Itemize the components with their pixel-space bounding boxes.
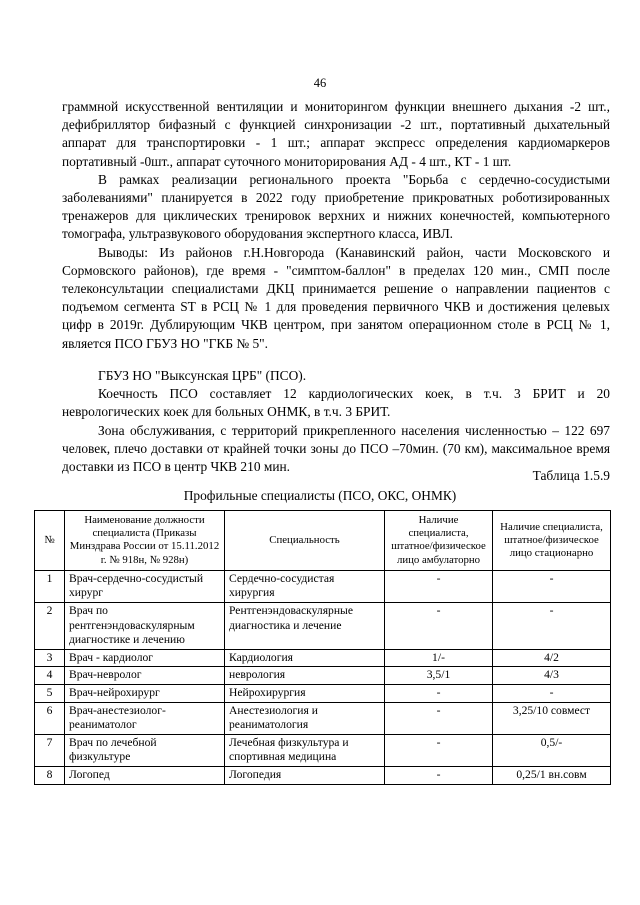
paragraph-equipment: граммной искусственной вентиляции и мониторингом функции внешнего дыхания -2 шт., дефибриллятор бифазный с функцией синхронизации -2 шт., портативный дыхательный аппарат для транспортировки - 1 шт.; аппарат экспресс определения кардиомаркеров портативный -0шт., аппарат суточного мониторирования АД - 4 шт., КТ - 1 шт. — [62, 99, 610, 169]
cell-specialty: Лечебная физкультура и спортивная медицина — [225, 734, 385, 766]
header-inpatient: Наличие специалиста, штатное/физическое лицо стационарно — [493, 511, 611, 571]
cell-specialty: Анестезиология и реаниматология — [225, 702, 385, 734]
cell-specialty: неврология — [225, 667, 385, 685]
cell-ambulatory: - — [385, 684, 493, 702]
cell-num: 8 — [35, 766, 65, 784]
table-header-row — [35, 511, 611, 571]
paragraph-regional-project: В рамках реализации регионального проекта "Борьба с сердечно-сосудистыми заболеваниями" планируется в 2022 году приобретение прикроватных роботизированных тренажеров для циклических тренировок верхних и нижних конечностей, компьютерного томографа, ультразвукового оборудования экспертного класса, ИВЛ. — [62, 171, 610, 242]
cell-position: Врач - кардиолог — [65, 649, 225, 667]
cell-num: 7 — [35, 734, 65, 766]
paragraph-hospital-name: ГБУЗ НО "Выксунская ЦРБ" (ПСО). — [98, 368, 307, 383]
cell-position: Врач-анестезиолог-реаниматолог — [65, 702, 225, 734]
cell-ambulatory: - — [385, 734, 493, 766]
cell-specialty: Нейрохирургия — [225, 684, 385, 702]
table-row — [35, 649, 611, 667]
specialists-table — [34, 510, 611, 785]
cell-ambulatory: - — [385, 570, 493, 602]
cell-specialty: Рентгенэндоваскулярные диагностика и лечение — [225, 603, 385, 650]
cell-inpatient: - — [493, 570, 611, 602]
table-row — [35, 702, 611, 734]
cell-inpatient: 4/3 — [493, 667, 611, 685]
header-num: № — [35, 511, 65, 571]
table-label: Таблица 1.5.9 — [532, 468, 610, 483]
cell-ambulatory: - — [385, 702, 493, 734]
header-ambulatory: Наличие специалиста, штатное/физическое лицо амбулаторно — [385, 511, 493, 571]
cell-inpatient: - — [493, 603, 611, 650]
cell-inpatient: 3,25/10 совмест — [493, 702, 611, 734]
paragraph-conclusions: Выводы: Из районов г.Н.Новгорода (Канавинский район, части Московского и Сормовского районов), где время - "симптом-баллон" в пределах 120 мин., СМП после телеконсультации специалистами ДКЦ принимается решение о направлении пациентов с подъемом сегмента ST в РСЦ № 1 для проведения первичного ЧКВ и достижения целевых цифр в 2019г. Дублирующим ЧКВ центром, при занятом операционном столе в РСЦ № 1, является ПСО ГБУЗ НО "ГКБ № 5". — [62, 244, 610, 351]
cell-inpatient: 0,25/1 вн.совм — [493, 766, 611, 784]
table-row — [35, 734, 611, 766]
header-position: Наименование должности специалиста (Приказы Минздрава России от 15.11.2012 г. № 918н, № 928н) — [65, 511, 225, 571]
table-row — [35, 603, 611, 650]
cell-inpatient: - — [493, 684, 611, 702]
header-specialty: Специальность — [225, 511, 385, 571]
paragraph-service-area: Зона обслуживания, с территорий прикрепленного населения численностью – 122 697 человек, плечо доставки от крайней точки зоны до ПСО –70мин. (70 км), максимальное время доставки из ПСО в центр ЧКВ 210 мин. — [62, 422, 610, 475]
body-text-vyksa — [62, 367, 610, 476]
cell-specialty: Кардиология — [225, 649, 385, 667]
cell-num: 4 — [35, 667, 65, 685]
cell-position: Врач-невролог — [65, 667, 225, 685]
cell-num: 3 — [35, 649, 65, 667]
table-row — [35, 766, 611, 784]
table-title: Профильные специалисты (ПСО, ОКС, ОНМК) — [183, 488, 457, 503]
cell-num: 5 — [35, 684, 65, 702]
cell-specialty: Сердечно-сосудистая хирургия — [225, 570, 385, 602]
page-number: 46 — [313, 76, 327, 90]
body-text-top — [62, 98, 610, 353]
cell-num: 2 — [35, 603, 65, 650]
cell-position: Врач-сердечно-сосудистый хирург — [65, 570, 225, 602]
table-row — [35, 570, 611, 602]
cell-inpatient: 4/2 — [493, 649, 611, 667]
table-row — [35, 684, 611, 702]
cell-inpatient: 0,5/- — [493, 734, 611, 766]
cell-specialty: Логопедия — [225, 766, 385, 784]
table-row — [35, 667, 611, 685]
cell-position: Логопед — [65, 766, 225, 784]
cell-ambulatory: - — [385, 766, 493, 784]
cell-num: 1 — [35, 570, 65, 602]
paragraph-bed-capacity: Коечность ПСО составляет 12 кардиологических коек, в т.ч. 3 БРИТ и 20 неврологических коек для больных ОНМК, в т.ч. 3 БРИТ. — [62, 386, 610, 420]
cell-ambulatory: - — [385, 603, 493, 650]
cell-position: Врач по рентгенэндоваскулярным диагностике и лечению — [65, 603, 225, 650]
cell-num: 6 — [35, 702, 65, 734]
cell-position: Врач-нейрохирург — [65, 684, 225, 702]
cell-ambulatory: 3,5/1 — [385, 667, 493, 685]
cell-ambulatory: 1/- — [385, 649, 493, 667]
cell-position: Врач по лечебной физкультуре — [65, 734, 225, 766]
